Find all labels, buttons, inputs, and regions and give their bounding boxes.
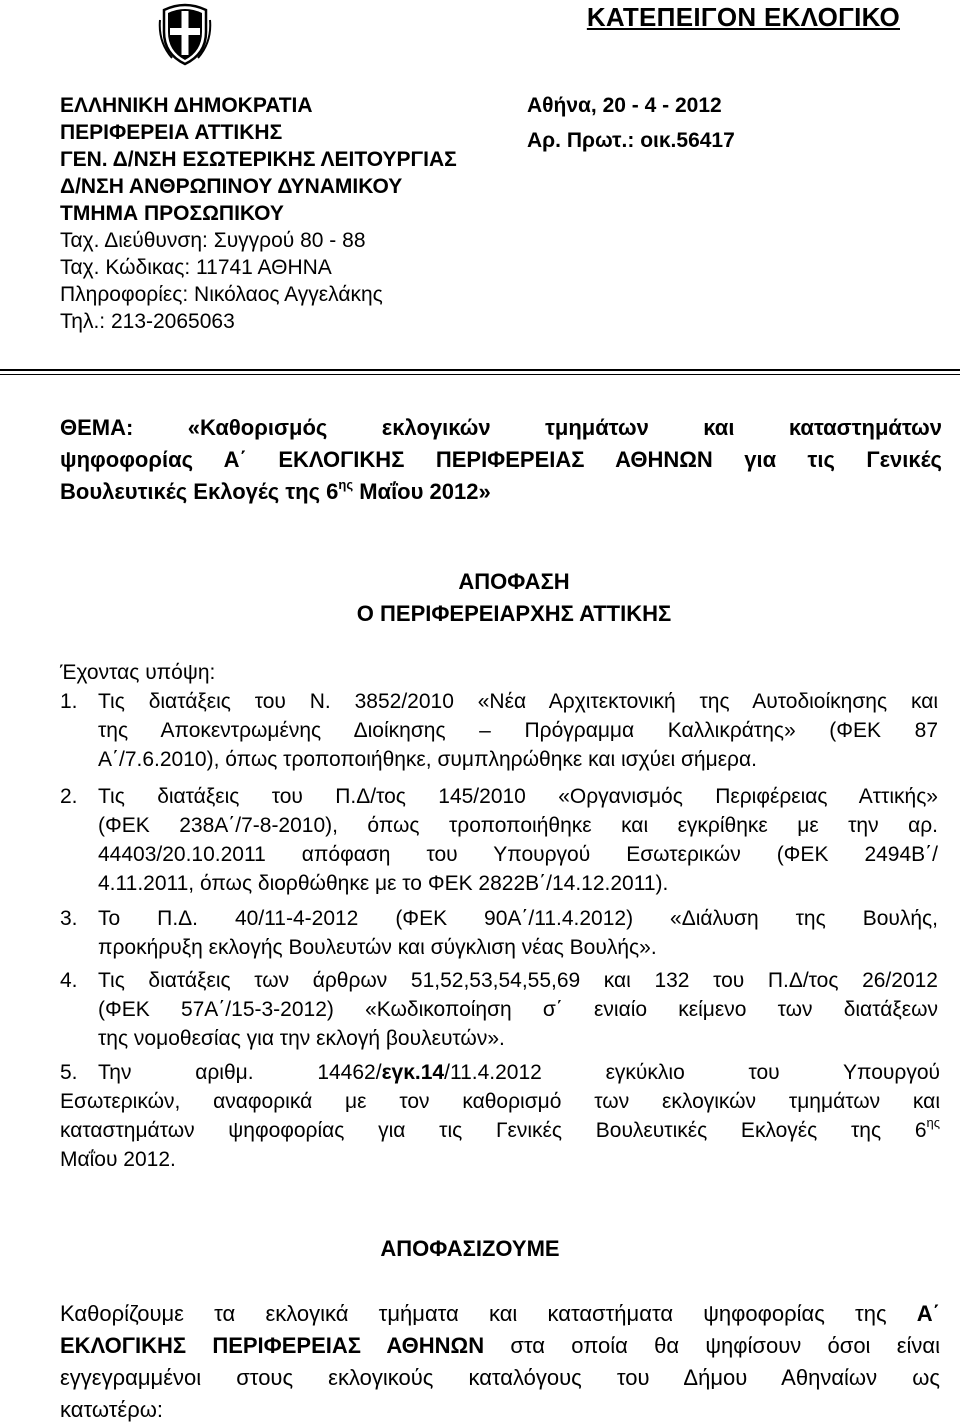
sender-address: Ταχ. Διεύθυνση: Συγγρού 80 - 88 <box>60 229 366 252</box>
ordinal-suffix: ης <box>338 476 354 492</box>
item-number: 3. <box>60 907 78 930</box>
item-text-part: Την αριθμ. 14462/ <box>98 1061 382 1084</box>
item-line <box>60 1058 940 1087</box>
item-number: 5. <box>60 1061 78 1084</box>
subject-line: ψηφοφορίας Α΄ ΕΚΛΟΓΙΚΗΣ ΠΕΡΙΦΕΡΕΙΑΣ ΑΘΗΝΩΝ για τις Γενικές <box>60 447 942 472</box>
subject-line: ΘΕΜΑ: «Καθορισμός εκλογικών τμημάτων και καταστημάτων <box>60 415 942 440</box>
item-line: (ΦΕΚ 57Α΄/15-3-2012) «Κωδικοποίηση σ΄ ενιαίο κείμενο των διατάξεων <box>98 998 938 1021</box>
item-text <box>98 687 938 774</box>
item-line: Α΄/7.6.2010), όπως τροποποιήθηκε, συμπληρώθηκε και ισχύει σήμερα. <box>98 748 757 771</box>
item-number: 2. <box>60 785 78 808</box>
item-line: Το Π.Δ. 40/11-4-2012 (ΦΕΚ 90Α΄/11.4.2012) «Διάλυση της Βουλής, <box>98 907 938 930</box>
item-number: 4. <box>60 969 78 992</box>
sender-line: ΓΕΝ. Δ/ΝΣΗ ΕΣΩΤΕΡΙΚΗΣ ΛΕΙΤΟΥΡΓΙΑΣ <box>60 148 457 171</box>
decision-authority: Ο ΠΕΡΙΦΕΡΕΙΑΡΧΗΣ ΑΤΤΙΚΗΣ <box>356 601 672 626</box>
item-line: της Αποκεντρωμένης Διοίκησης – Πρόγραμμα Καλλικράτης» (ΦΕΚ 87 <box>98 719 938 742</box>
date-protocol-block <box>527 88 735 158</box>
header-divider-thin <box>0 374 960 375</box>
list-item <box>60 966 940 1056</box>
subject-text: Μαΐου 2012» <box>353 479 491 504</box>
item-text-bold: εγκ.14 <box>381 1061 445 1084</box>
sender-line: ΕΛΛΗΝΙΚΗ ΔΗΜΟΚΡΑΤΙΑ <box>60 94 313 117</box>
sender-contact: Πληροφορίες: Νικόλαος Αγγελάκης <box>60 283 383 306</box>
greek-coat-of-arms-icon <box>158 2 212 66</box>
item-line: Εσωτερικών, αναφορικά με τον καθορισμό των εκλογικών τμημάτων και <box>60 1090 940 1113</box>
decision-heading <box>0 566 960 630</box>
item-number: 1. <box>60 690 78 713</box>
list-item <box>60 782 940 902</box>
item-text <box>98 966 938 1053</box>
document-date: Αθήνα, 20 - 4 - 2012 <box>527 94 722 117</box>
decision-title: ΑΠΟΦΑΣΗ <box>458 569 570 594</box>
final-text-bold: Α΄ <box>916 1301 940 1326</box>
list-item <box>60 1058 940 1188</box>
final-line <box>60 1330 940 1362</box>
item-line: (ΦΕΚ 238Α΄/7-8-2010), όπως τροποποιήθηκε και εγκρίθηκε με την αρ. <box>98 814 938 837</box>
urgent-label: ΚΑΤΕΠΕΙΓΟΝ ΕΚΛΟΓΙΚΟ <box>586 2 900 32</box>
item-text <box>98 782 938 898</box>
item-line <box>60 1116 940 1145</box>
subject-line <box>60 476 942 508</box>
protocol-label: Αρ. Πρωτ.: <box>527 129 641 152</box>
item-line: της νομοθεσίας για την εκλογή βουλευτών». <box>98 1027 505 1050</box>
header-divider <box>0 369 960 371</box>
item-line: 4.11.2011, όπως διορθώθηκε με το ΦΕΚ 2822Β΄/14.12.2011). <box>98 872 669 895</box>
protocol-value: οικ.56417 <box>640 129 735 152</box>
final-line: εγγεγραμμένοι στους εκλογικούς καταλόγους του Δήμου Αθηναίων ως <box>60 1365 940 1390</box>
final-line: κατωτέρω: <box>60 1397 163 1422</box>
considering-label: Έχοντας υπόψη: <box>60 661 216 684</box>
final-paragraph <box>60 1298 940 1426</box>
item-text-part: /11.4.2012 εγκύκλιο του Υπουργού <box>444 1061 941 1084</box>
sender-line: Δ/ΝΣΗ ΑΝΘΡΩΠΙΝΟΥ ΔΥΝΑΜΙΚΟΥ <box>60 175 403 198</box>
item-line: Μαΐου 2012. <box>60 1148 176 1171</box>
item-line: Τις διατάξεις των άρθρων 51,52,53,54,55,69 και 132 του Π.Δ/τος 26/2012 <box>98 969 938 992</box>
item-line: Τις διατάξεις του Ν. 3852/2010 «Νέα Αρχιτεκτονική της Αυτοδιοίκησης και <box>98 690 938 713</box>
final-text: Καθορίζουμε τα εκλογικά τμήματα και καταστήματα ψηφοφορίας της <box>60 1301 917 1326</box>
final-line <box>60 1298 940 1330</box>
subject-block <box>60 412 942 508</box>
ordinal-suffix: ης <box>926 1115 940 1130</box>
list-item <box>60 904 940 964</box>
item-text <box>60 1058 940 1174</box>
sender-block <box>60 92 457 335</box>
sender-postal-code: Ταχ. Κώδικας: 11741 ΑΘΗΝΑ <box>60 256 332 279</box>
item-line: προκήρυξη εκλογής Βουλευτών και σύγκλιση νέας Βουλής». <box>98 936 657 959</box>
item-text <box>98 904 938 962</box>
final-text-bold: ΕΚΛΟΓΙΚΗΣ ΠΕΡΙΦΕΡΕΙΑΣ ΑΘΗΝΩΝ <box>60 1333 485 1358</box>
item-text-part: καταστημάτων ψηφοφορίας για τις Γενικές Βουλευτικές Εκλογές της 6 <box>60 1119 927 1142</box>
final-text: στα οποία θα ψηφίσουν όσοι είναι <box>484 1333 940 1358</box>
sender-line: ΠΕΡΙΦΕΡΕΙΑ ΑΤΤΙΚΗΣ <box>60 121 283 144</box>
sender-phone: Τηλ.: 213-2065063 <box>60 310 235 333</box>
protocol-number <box>527 123 735 158</box>
item-line: Τις διατάξεις του Π.Δ/τος 145/2010 «Οργανισμός Περιφέρειας Αττικής» <box>98 785 938 808</box>
list-item <box>60 687 940 777</box>
subject-text: Βουλευτικές Εκλογές της 6 <box>60 479 339 504</box>
item-line: 44403/20.10.2011 απόφαση του Υπουργού Εσωτερικών (ΦΕΚ 2494Β΄/ <box>98 843 938 866</box>
decide-heading: ΑΠΟΦΑΣΙΖΟΥΜΕ <box>380 1236 560 1261</box>
sender-line: ΤΜΗΜΑ ΠΡΟΣΩΠΙΚΟΥ <box>60 202 284 225</box>
